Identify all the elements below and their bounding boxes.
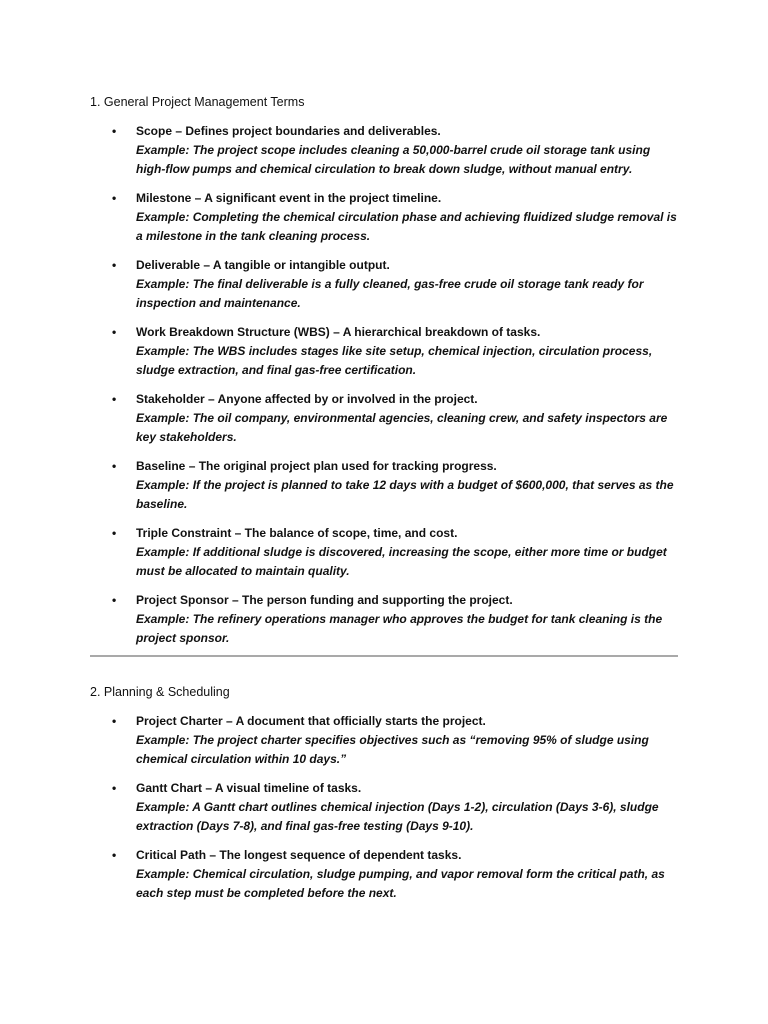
- list-item: [90, 122, 680, 179]
- term-definition: Baseline – The original project plan used for tracking progress.: [136, 459, 497, 473]
- term-example: Example: Completing the chemical circulation phase and achieving fluidized sludge removal is a milestone in the tank cleaning process.: [136, 210, 677, 243]
- list-item: [90, 524, 680, 581]
- list-item: [90, 189, 680, 246]
- term-definition: Deliverable – A tangible or intangible output.: [136, 258, 390, 272]
- term-definition: Scope – Defines project boundaries and deliverables.: [136, 124, 441, 138]
- section-planning-scheduling: [90, 684, 680, 913]
- bullet-icon: •: [112, 526, 117, 540]
- term-definition: Critical Path – The longest sequence of dependent tasks.: [136, 848, 462, 862]
- term-example: Example: The project scope includes cleaning a 50,000-barrel crude oil storage tank using high-flow pumps and chemical circulation to break down sludge, without manual entry.: [136, 143, 651, 176]
- list-item: [90, 457, 680, 514]
- term-list: [90, 122, 680, 648]
- term-definition: Work Breakdown Structure (WBS) – A hierarchical breakdown of tasks.: [136, 325, 541, 339]
- term-definition: Project Sponsor – The person funding and supporting the project.: [136, 593, 513, 607]
- term-example: Example: The project charter specifies objectives such as “removing 95% of sludge using chemical circulation within 10 days.”: [136, 733, 649, 766]
- list-item: [90, 591, 680, 648]
- bullet-icon: •: [112, 258, 117, 272]
- term-definition: Milestone – A significant event in the project timeline.: [136, 191, 442, 205]
- bullet-icon: •: [112, 392, 117, 406]
- term-example: Example: If additional sludge is discovered, increasing the scope, either more time or budget must be allocated to maintain quality.: [136, 545, 667, 578]
- term-example: Example: The refinery operations manager who approves the budget for tank cleaning is the project sponsor.: [136, 612, 663, 645]
- list-item: [90, 323, 680, 380]
- bullet-icon: •: [112, 124, 117, 138]
- bullet-icon: •: [112, 191, 117, 205]
- bullet-icon: •: [112, 325, 117, 339]
- list-item: [90, 712, 680, 769]
- section-heading: 2. Planning & Scheduling: [90, 685, 230, 699]
- bullet-icon: •: [112, 459, 117, 473]
- list-item: [90, 256, 680, 313]
- term-example: Example: A Gantt chart outlines chemical injection (Days 1-2), circulation (Days 3-6), sludge extraction (Days 7-8), and final gas-free testing (Days 9-10).: [136, 800, 659, 833]
- bullet-icon: •: [112, 848, 117, 862]
- bullet-icon: •: [112, 714, 117, 728]
- term-definition: Triple Constraint – The balance of scope, time, and cost.: [136, 526, 458, 540]
- term-definition: Project Charter – A document that officially starts the project.: [136, 714, 486, 728]
- section-heading: 1. General Project Management Terms: [90, 95, 305, 109]
- bullet-icon: •: [112, 593, 117, 607]
- term-example: Example: The oil company, environmental agencies, cleaning crew, and safety inspectors are key stakeholders.: [136, 411, 668, 444]
- list-item: [90, 846, 680, 903]
- term-list: [90, 712, 680, 903]
- section-divider: [90, 655, 678, 657]
- list-item: [90, 390, 680, 447]
- term-example: Example: The WBS includes stages like site setup, chemical injection, circulation process, sludge extraction, and final gas-free certification.: [136, 344, 653, 377]
- term-example: Example: The final deliverable is a fully cleaned, gas-free crude oil storage tank ready for inspection and maintenance.: [136, 277, 644, 310]
- term-example: Example: Chemical circulation, sludge pumping, and vapor removal form the critical path, as each step must be completed before the next.: [136, 867, 665, 900]
- bullet-icon: •: [112, 781, 117, 795]
- term-example: Example: If the project is planned to take 12 days with a budget of $600,000, that serves as the baseline.: [136, 478, 674, 511]
- term-definition: Stakeholder – Anyone affected by or involved in the project.: [136, 392, 478, 406]
- section-general-terms: [90, 94, 680, 658]
- list-item: [90, 779, 680, 836]
- term-definition: Gantt Chart – A visual timeline of tasks.: [136, 781, 362, 795]
